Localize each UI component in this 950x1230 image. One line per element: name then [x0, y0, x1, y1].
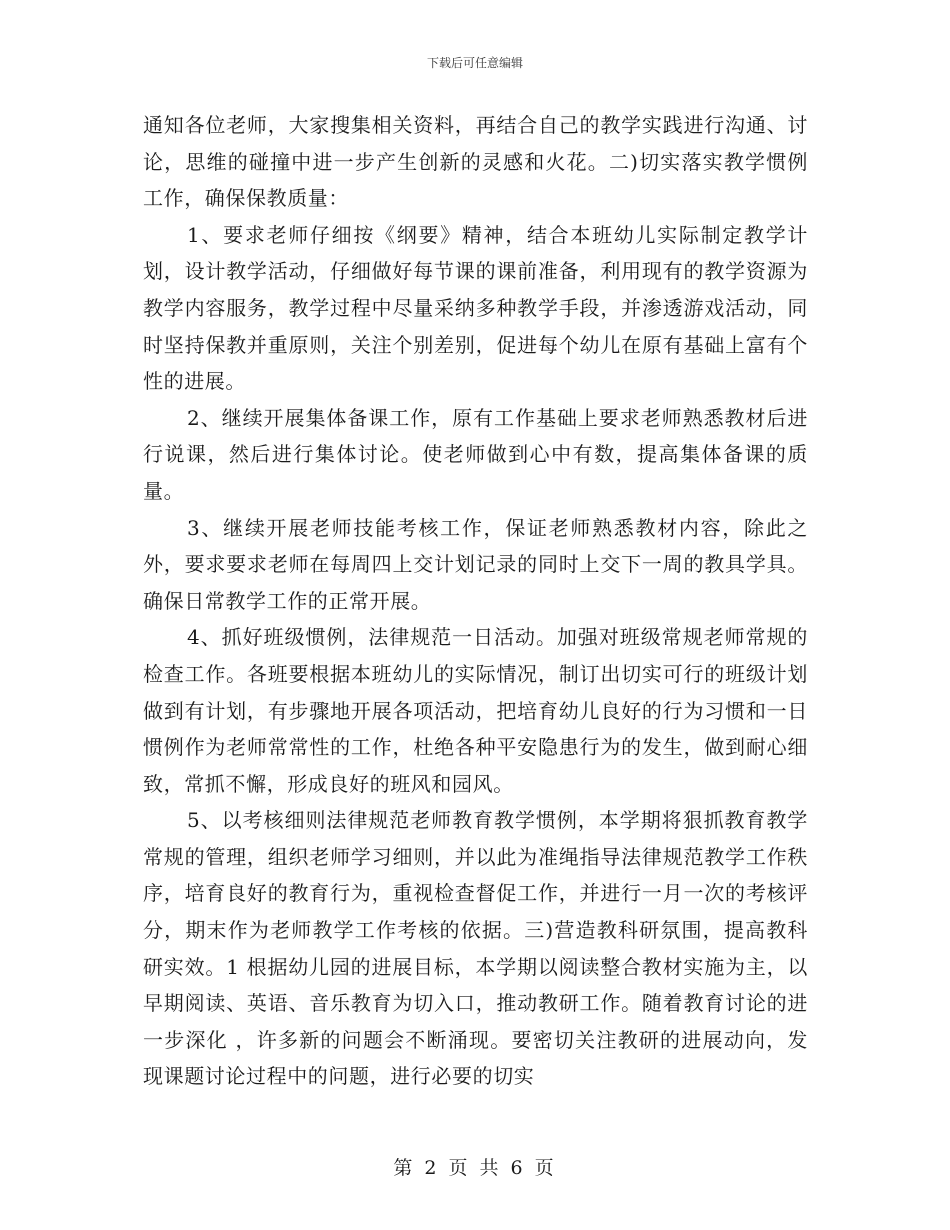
paragraph-item-5: 5、以考核细则法律规范老师教育教学惯例，本学期将狠抓教育教学常规的管理，组织老师学习细则，并以此为准绳指导法律规范教学工作秩序，培育良好的教育行为，重视检查督促工作，并进行一月一次的考核评分，期末作为老师教学工作考核的依据。三)营造教科研氛围，提高教科研实效。1 根据幼儿园的进展目标，本学期以阅读整合教材实施为主，以早期阅读、英语、音乐教育为切入口，推动教研工作。随着教育讨论的进一步深化 ，许多新的问题会不断涌现。要密切关注教研的进展动向，发现课题讨论过程中的问题，进行必要的切实	[143, 808, 808, 1089]
page-number-footer: 第 2 页 共 6 页	[393, 1157, 557, 1179]
paragraph-item-1: 1、要求老师仔细按《纲要》精神，结合本班幼儿实际制定教学计划，设计教学活动，仔细做好每节课的课前准备，利用现有的教学资源为教学内容服务，教学过程中尽量采纳多种教学手段，并渗透游戏活动，同时坚持保教并重原则，关注个别差别，促进每个幼儿在原有基础上富有个性的进展。	[143, 222, 808, 394]
paragraph-continuation: 通知各位老师，大家搜集相关资料，再结合自己的教学实践进行沟通、讨论，思维的碰撞中进一步产生创新的灵感和火花。二)切实落实教学惯例工作，确保保教质量：	[143, 113, 808, 211]
paragraph-item-3: 3、继续开展老师技能考核工作，保证老师熟悉教材内容，除此之外，要求要求老师在每周四上交计划记录的同时上交下一周的教具学具。确保日常教学工作的正常开展。	[143, 515, 808, 613]
paragraph-item-2: 2、继续开展集体备课工作，原有工作基础上要求老师熟悉教材后进行说课，然后进行集体讨论。使老师做到心中有数，提高集体备课的质量。	[143, 405, 808, 503]
document-body	[143, 107, 808, 1095]
paragraph-item-4: 4、抓好班级惯例，法律规范一日活动。加强对班级常规老师常规的检查工作。各班要根据本班幼儿的实际情况，制订出切实可行的班级计划 做到有计划，有步骤地开展各项活动，把培育幼儿良好的行为习惯和一日惯例作为老师常常性的工作，杜绝各种平安隐患行为的发生，做到耐心细致，常抓不懈，形成良好的班风和园风。	[143, 625, 808, 796]
page-header-note: 下载后可任意编辑	[426, 56, 523, 70]
